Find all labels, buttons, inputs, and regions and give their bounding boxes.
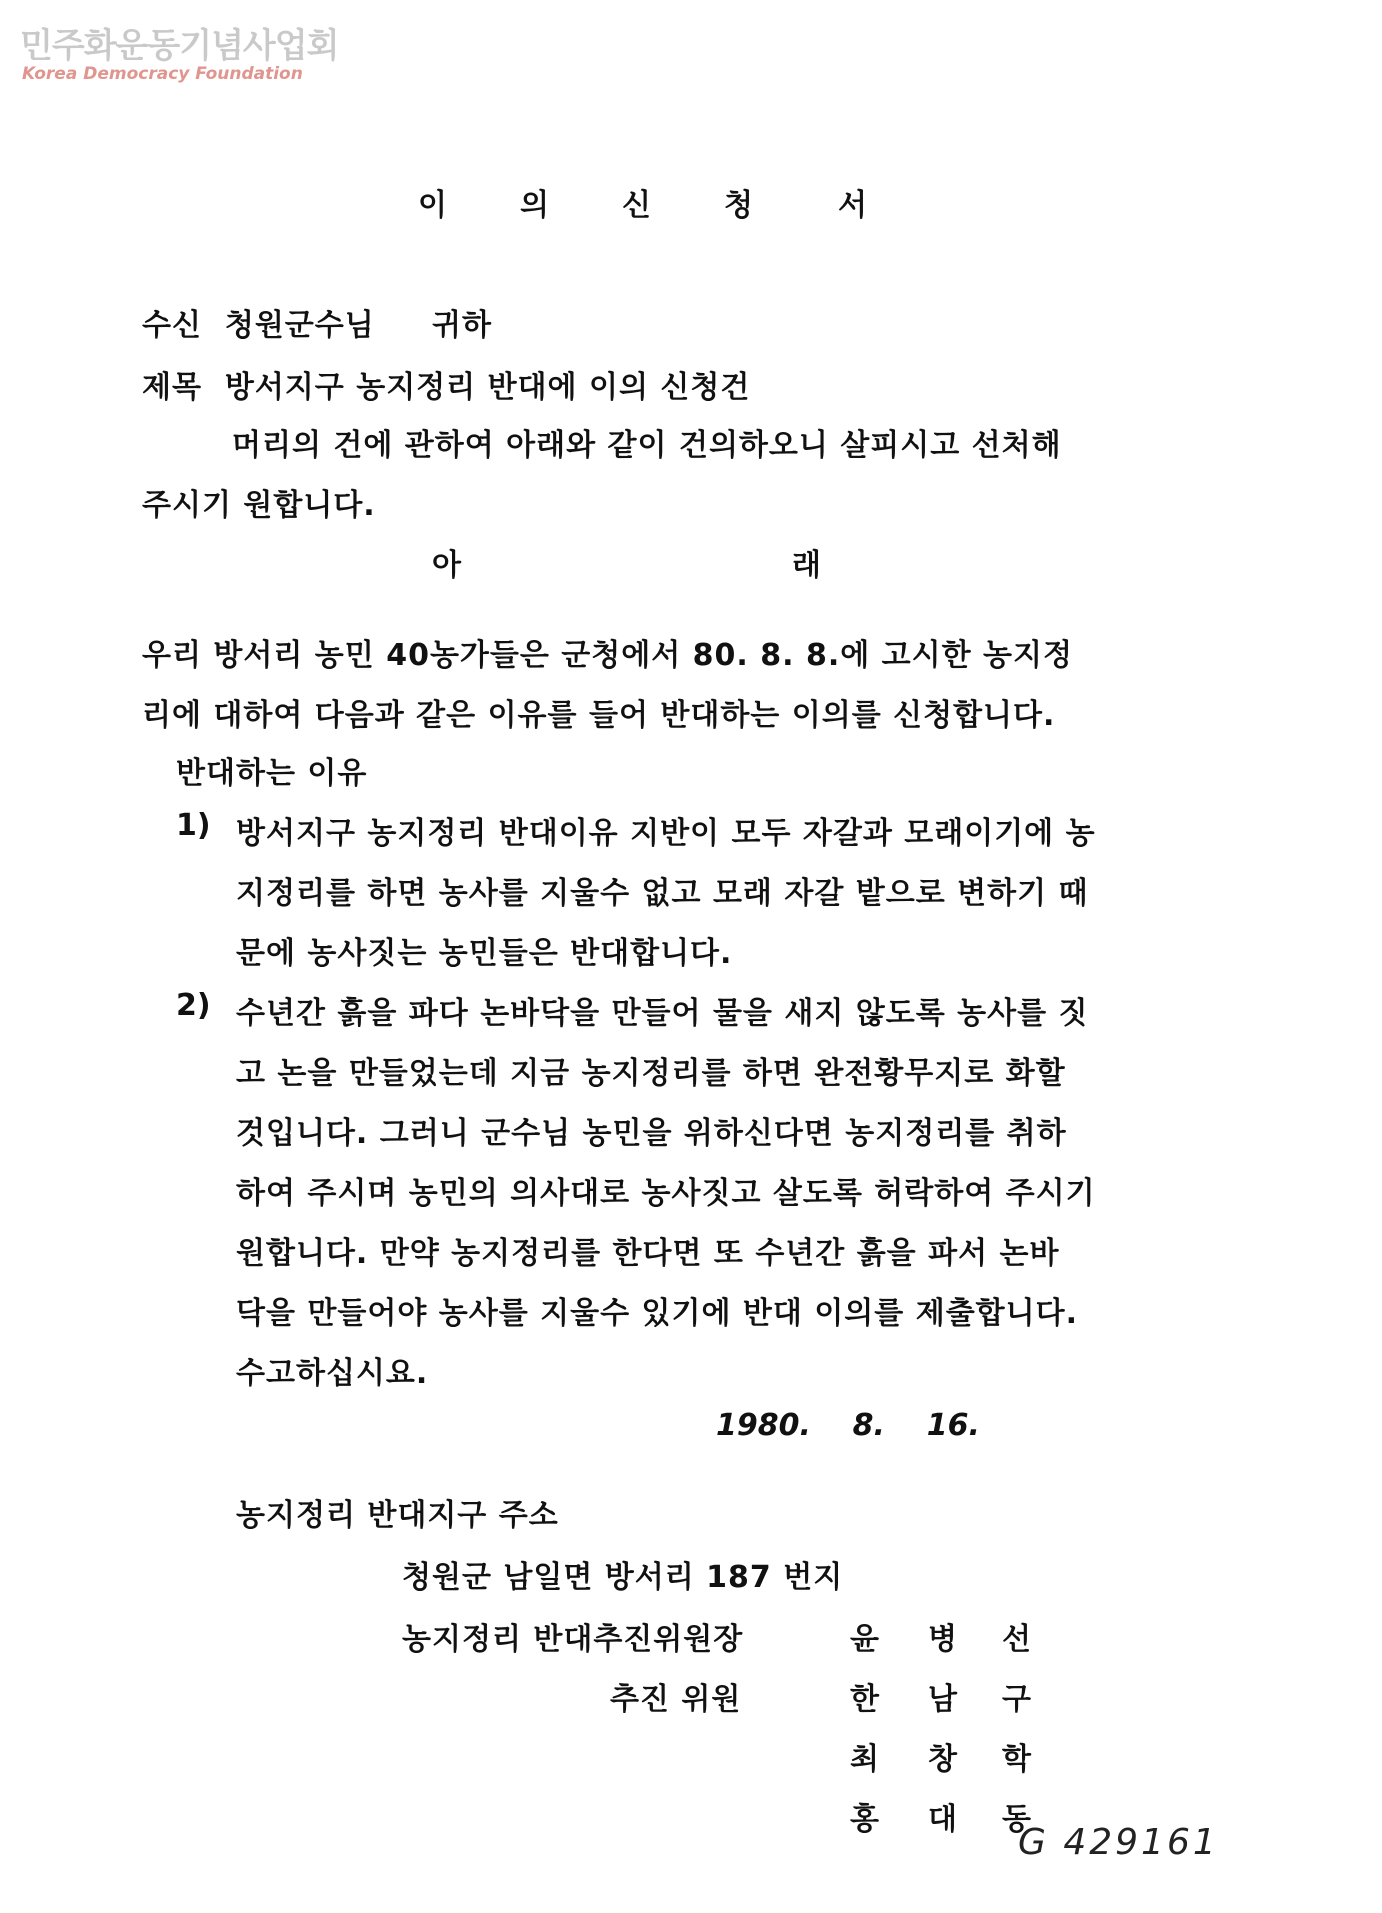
body-line: 리에 대하여 다음과 같은 이유를 들어 반대하는 이의를 신청합니다. — [142, 698, 1056, 733]
watermark-korean: 민주화운동기념사업회 — [20, 26, 339, 66]
reason-line: 지정리를 하면 농사를 지울수 없고 모래 자갈 밭으로 변하기 때 — [236, 876, 1089, 911]
body-line: 우리 방서리 농민 40농가들은 군청에서 80. 8. 8.에 고시한 농지정 — [142, 638, 1073, 673]
signatory-name-char: 대 — [928, 1802, 957, 1837]
reason-line: 방서지구 농지정리 반대이유 지반이 모두 자갈과 모래이기에 농 — [236, 816, 1096, 851]
signatory-name-char: 구 — [1002, 1682, 1031, 1717]
signatory-name-char: 선 — [1002, 1622, 1031, 1657]
title-char: 의 — [520, 188, 549, 223]
reasons-heading: 반대하는 이유 — [176, 756, 368, 791]
signatory-name-char: 홍 — [850, 1802, 879, 1837]
reason-line: 원합니다. 만약 농지정리를 한다면 또 수년간 흙을 파서 논바 — [236, 1236, 1060, 1271]
reason-line: 닥을 만들어야 농사를 지울수 있기에 반대 이의를 제출합니다. — [236, 1296, 1079, 1331]
reason-number: 1) — [176, 808, 211, 843]
title-char: 청 — [724, 188, 753, 223]
member-title: 추진 위원 — [610, 1682, 742, 1717]
subject-line: 제목 방서지구 농지정리 반대에 이의 신청건 — [142, 370, 751, 405]
subtitle-char: 래 — [792, 548, 821, 583]
signatory-name-char: 남 — [928, 1682, 957, 1717]
signatory-name-char: 학 — [1002, 1742, 1031, 1777]
intro-line: 머리의 건에 관하여 아래와 같이 건의하오니 살피시고 선처해 — [232, 428, 1062, 463]
watermark-english: Korea Democracy Foundation — [22, 64, 303, 84]
chair-title: 농지정리 반대추진위원장 — [402, 1622, 744, 1657]
subtitle-char: 아 — [432, 548, 461, 583]
signatory-name-char: 한 — [850, 1682, 879, 1717]
title-char: 신 — [622, 188, 651, 223]
reason-line: 문에 농사짓는 농민들은 반대합니다. — [236, 936, 733, 971]
address-label: 농지정리 반대지구 주소 — [236, 1498, 559, 1533]
signatory-name-char: 동 — [1002, 1802, 1031, 1837]
signatory-name-char: 윤 — [850, 1622, 879, 1657]
reason-line: 수년간 흙을 파다 논바닥을 만들어 물을 새지 않도록 농사를 짓 — [236, 996, 1089, 1031]
reason-line: 수고하십시요. — [236, 1356, 429, 1391]
title-char: 이 — [418, 188, 447, 223]
address-value: 청원군 남일면 방서리 187 번지 — [402, 1560, 844, 1595]
reason-line: 것입니다. 그러니 군수님 농민을 위하신다면 농지정리를 취하 — [236, 1116, 1067, 1151]
signatory-name-char: 병 — [928, 1622, 957, 1657]
reason-line: 고 논을 만들었는데 지금 농지정리를 하면 완전황무지로 화할 — [236, 1056, 1066, 1091]
reason-line: 하여 주시며 농민의 의사대로 농사짓고 살도록 허락하여 주시기 — [236, 1176, 1096, 1211]
reason-number: 2) — [176, 988, 211, 1023]
archive-number: G 429161 — [1018, 1822, 1219, 1863]
signatory-name-char: 창 — [928, 1742, 957, 1777]
signatory-name-char: 최 — [850, 1742, 879, 1777]
document-date: 1980. 8. 16. — [716, 1408, 980, 1443]
recipient-line: 수신 청원군수님 귀하 — [142, 308, 492, 343]
title-char: 서 — [838, 188, 867, 223]
intro-line: 주시기 원합니다. — [142, 488, 376, 523]
